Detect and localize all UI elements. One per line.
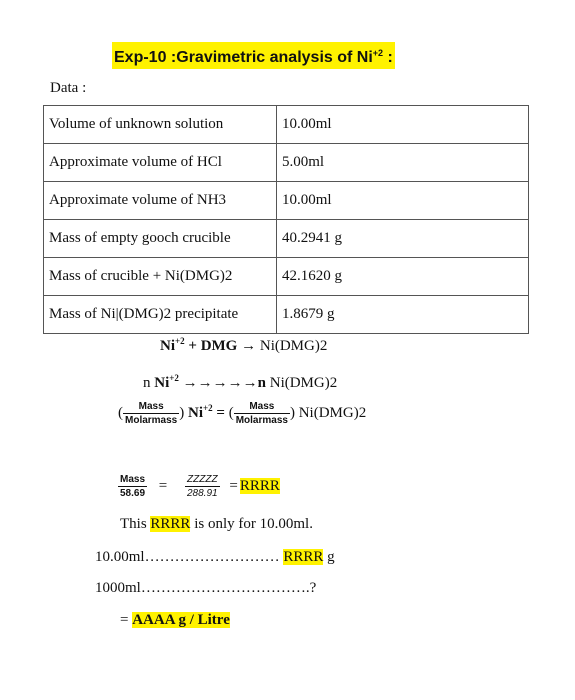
result-highlight: RRRR [283,549,324,565]
table-cell-label: Mass of empty gooch crucible [44,220,277,258]
table-cell-label: Mass of crucible + Ni(DMG)2 [44,258,277,296]
table-cell-label: Approximate volume of NH3 [44,182,277,220]
table-row [44,182,529,220]
data-label: Data : [50,80,87,96]
table-cell-label: Approximate volume of HCl [44,144,277,182]
table-row [44,106,529,144]
calculation-equation: $\frac{\text{Mass}}{58.69}$ = $\frac{\text{ZZZZZ}}{288.91}$ = RRRR [120,474,280,499]
proportion-line-1: 10.00ml……………………… RRRR g [95,549,335,565]
fraction: $\frac{\text{Mass}}{\text{Molarmass}}$ [235,401,288,426]
table-cell-label: Volume of unknown solution [44,106,277,144]
table-row [44,144,529,182]
reaction-equation-2: n $Ni^{+2} \to\to\to\to\to n$ Ni(DMG)2 [143,373,338,391]
final-highlight: AAAA g / Litre [132,612,230,628]
table-cell-label: Mass of Ni|(DMG)2 precipitate [44,296,277,334]
reaction-equation-1: $Ni^{+2}$ + DMG → Ni(DMG)2 [160,336,328,354]
result-highlight: RRRR [239,477,280,494]
table-cell-value: 1.8679 g [277,296,529,334]
page-title: Exp-10 :Gravimetric analysis of $Ni^{+2}$ : [112,42,395,69]
final-answer: = AAAA g / Litre [120,612,230,628]
table-row [44,220,529,258]
data-table [43,105,529,334]
note-line: This RRRR is only for 10.00ml. [120,516,313,532]
table-row [44,296,529,334]
fraction: $\frac{\text{Mass}}{\text{Molarmass}}$ [125,401,178,426]
table-cell-value: 40.2941 g [277,220,529,258]
proportion-line-2: 1000ml…………………………….? [95,580,317,596]
mass-ratio-equation: ( $\frac{\text{Mass}}{\text{Molarmass}}$ ) $Ni^{+2}$ = ( $\frac{\text{Mass}}{\text{Molarmass}}$ ) Ni(DMG)2 [118,401,367,426]
fraction: $\frac{\text{ZZZZZ}}{288.91}$ [187,474,218,499]
table-cell-value: 5.00ml [277,144,529,182]
table-cell-value: 42.1620 g [277,258,529,296]
result-highlight: RRRR [150,516,191,532]
table-cell-value: 10.00ml [277,106,529,144]
table-cell-value: 10.00ml [277,182,529,220]
table-row [44,258,529,296]
fraction: $\frac{\text{Mass}}{58.69}$ [120,474,146,499]
